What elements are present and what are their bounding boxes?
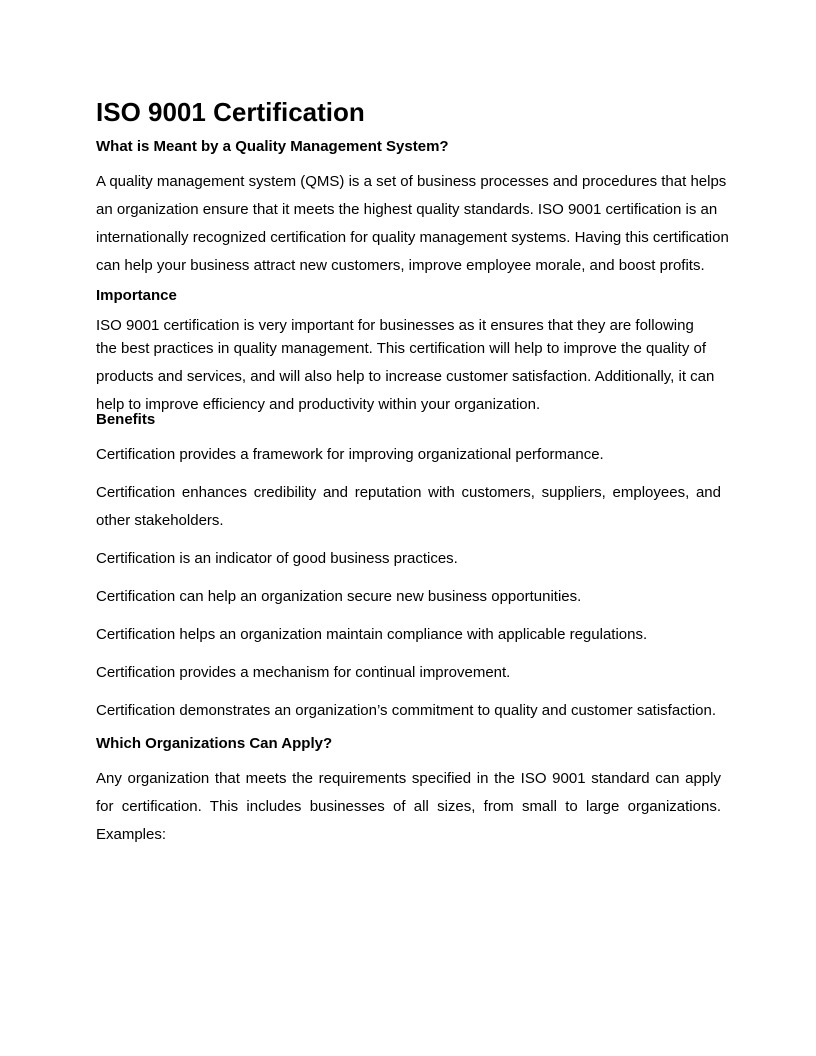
benefit-item: Certification enhances credibility and reputation with customers, suppliers, employees, and other stakeholders. xyxy=(96,484,721,529)
importance-paragraph-line1: ISO 9001 certification is very important for businesses as it ensures that they are following xyxy=(96,317,694,334)
benefit-item: Certification helps an organization maintain compliance with applicable regulations. xyxy=(96,626,648,643)
benefit-item: Certification can help an organization secure new business opportunities. xyxy=(96,588,582,605)
importance-paragraph: the best practices in quality management. This certification will help to improve the quality of products and services, and will also help to increase customer satisfaction. Additionally, it can help to improve efficiency and productivity within your organization. xyxy=(96,340,715,413)
section-heading-apply: Which Organizations Can Apply? xyxy=(96,735,333,752)
document-page xyxy=(96,96,736,849)
page-title: ISO 9001 Certification xyxy=(96,97,365,127)
qms-paragraph: A quality management system (QMS) is a set of business processes and procedures that helps an organization ensure that it meets the highest quality standards. ISO 9001 certification is an internationally recognized certification for quality management systems. Having this certification can help your business attract new customers, improve employee morale, and boost profits. xyxy=(96,173,729,274)
apply-paragraph: Any organization that meets the requirements specified in the ISO 9001 standard can apply for certification. This includes businesses of all sizes, from small to large organizations. Examples: xyxy=(96,770,721,843)
section-heading-benefits: Benefits xyxy=(96,411,156,428)
benefit-item: Certification demonstrates an organization’s commitment to quality and customer satisfaction. xyxy=(96,702,717,719)
section-heading-qms: What is Meant by a Quality Management System? xyxy=(96,138,449,155)
benefit-item: Certification provides a mechanism for continual improvement. xyxy=(96,664,511,681)
benefit-item: Certification is an indicator of good business practices. xyxy=(96,550,458,567)
section-heading-importance: Importance xyxy=(96,287,177,304)
benefit-item: Certification provides a framework for improving organizational performance. xyxy=(96,446,604,463)
